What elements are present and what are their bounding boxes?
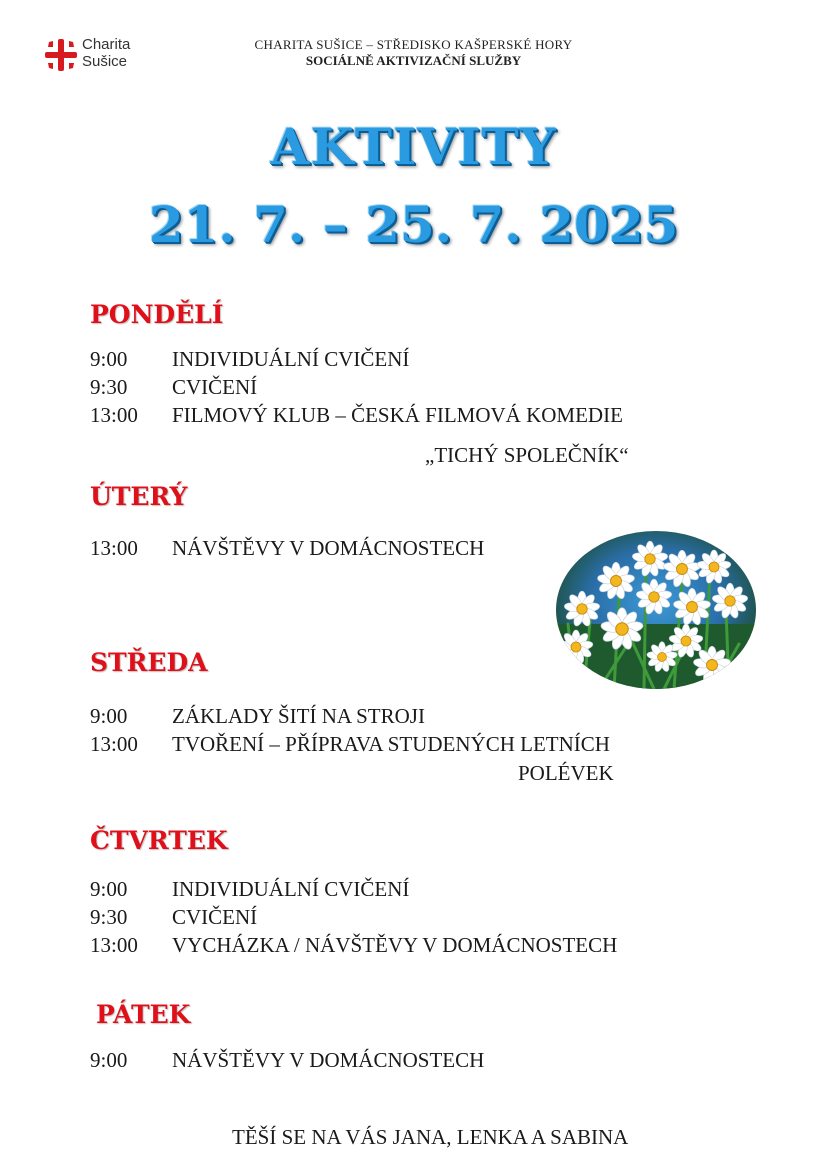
schedule-activity: INDIVIDUÁLNÍ CVIČENÍ — [172, 877, 410, 901]
schedule-activity-continuation: POLÉVEK — [518, 761, 614, 785]
schedule-time: 13:00 — [90, 403, 138, 427]
footer-signature: TĚŠÍ SE NA VÁS JANA, LENKA A SABINA — [232, 1125, 629, 1149]
schedule-time: 13:00 — [90, 536, 138, 560]
schedule-time: 9:00 — [90, 1048, 128, 1072]
schedule-activity: NÁVŠTĚVY V DOMÁCNOSTECH — [172, 536, 485, 560]
day-heading-tuesday: ÚTERÝ — [90, 482, 188, 511]
schedule-time: 9:00 — [90, 347, 128, 371]
org-name: CHARITA SUŠICE – STŘEDISKO KAŠPERSKÉ HORY — [254, 37, 573, 52]
day-heading-friday: PÁTEK — [96, 1000, 191, 1029]
schedule-time: 9:00 — [90, 877, 128, 901]
logo-line-1: Charita — [82, 36, 131, 53]
day-heading-monday: PONDĚLÍ — [90, 300, 224, 329]
schedule-activity: FILMOVÝ KLUB – ČESKÁ FILMOVÁ KOMEDIE — [172, 403, 623, 427]
schedule-activity: VYCHÁZKA / NÁVŠTĚVY V DOMÁCNOSTECH — [172, 933, 618, 957]
day-heading-wednesday: STŘEDA — [90, 648, 208, 677]
date-range: 21. 7. – 25. 7. 2025 — [148, 195, 679, 254]
schedule-activity: CVIČENÍ — [172, 375, 258, 399]
schedule-time: 9:30 — [90, 375, 128, 399]
daisies-flowers-image — [554, 529, 758, 691]
schedule-activity-continuation: „TICHÝ SPOLEČNÍK“ — [425, 443, 629, 467]
schedule-time: 9:00 — [90, 704, 128, 728]
logo-line-2: Sušice — [82, 53, 128, 70]
schedule-time: 13:00 — [90, 732, 138, 756]
schedule-activity: TVOŘENÍ – PŘÍPRAVA STUDENÝCH LETNÍCH — [172, 732, 610, 756]
day-heading-thursday: ČTVRTEK — [90, 826, 228, 855]
schedule-activity: NÁVŠTĚVY V DOMÁCNOSTECH — [172, 1048, 485, 1072]
schedule-time: 13:00 — [90, 933, 138, 957]
schedule-time: 9:30 — [90, 905, 128, 929]
schedule-activity: CVIČENÍ — [172, 905, 258, 929]
org-department: SOCIÁLNĚ AKTIVIZAČNÍ SLUŽBY — [305, 53, 522, 68]
page-title: AKTIVITY — [270, 117, 557, 176]
organization-header — [0, 37, 827, 69]
schedule-activity: INDIVIDUÁLNÍ CVIČENÍ — [172, 347, 410, 371]
schedule-activity: ZÁKLADY ŠITÍ NA STROJI — [172, 704, 425, 728]
